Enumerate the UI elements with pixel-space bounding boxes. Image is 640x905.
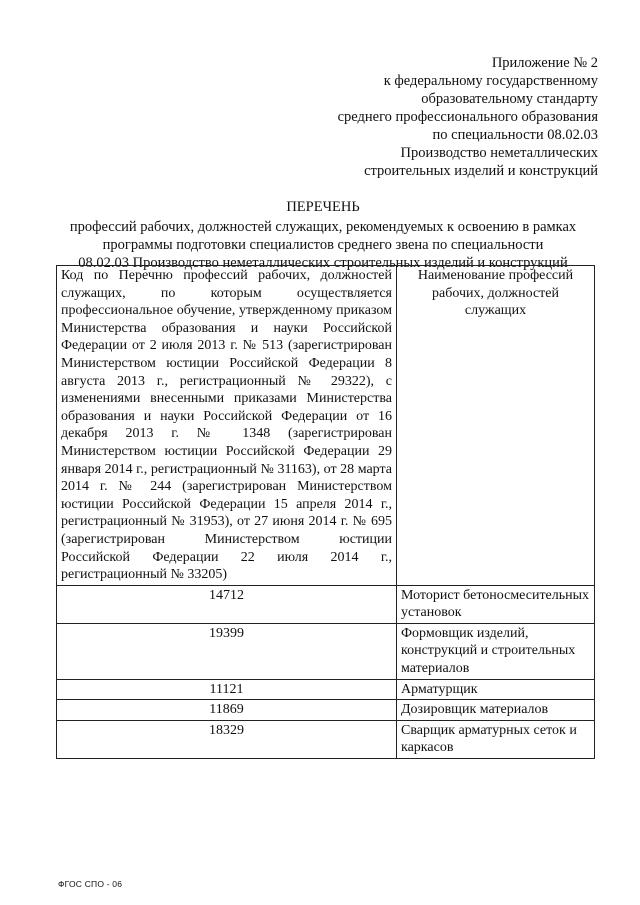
name-cell: Дозировщик материалов (397, 700, 595, 721)
title-line: профессий рабочих, должностей служащих, рекомендуемых к освоению в рамках (69, 219, 577, 235)
header-name-cell: Наименование профессий рабочих, должностей служащих (397, 266, 595, 586)
code-cell: 14712 (57, 585, 397, 623)
name-cell: Формовщик изделий, конструкций и строительных материалов (397, 623, 595, 679)
header-code-cell: Код по Перечню профессий рабочих, должностей служащих, по которым осуществляется профессиональное обучение, утвержденному приказом Министерства образования и науки Российской Федерации от 2 июля 2013 г. № 513 (зарегистрирован Министерством юстиции Российской Федерации 8 августа 2013 г., регистрационный № 29322), с изменениями внесенными приказами Министерства образования и науки Российской Федерации от 16 декабря 2013 г. № 1348 (зарегистрирован Министерством юстиции Российской Федерации 29 января 2014 г., регистрационный № 31163), от 28 марта 2014 г. № 244 (зарегистрирован Министерством юстиции Российской Федерации 15 апреля 2014 г., регистрационный № 31953), от 27 июня 2014 г. № 695 (зарегистрирован Министерством юстиции Российской Федерации 22 июля 2014 г., регистрационный № 33205) (57, 266, 397, 586)
table-row (57, 700, 595, 721)
name-cell: Моторист бетоносмесительных установок (397, 585, 595, 623)
code-cell: 11121 (57, 679, 397, 700)
title-line: программы подготовки специалистов среднего звена по специальности (102, 237, 544, 253)
appendix-line: образовательному стандарту (421, 91, 598, 107)
table-header-row (57, 266, 595, 586)
appendix-line: к федеральному государственному (383, 73, 598, 89)
table-row (57, 585, 595, 623)
code-cell: 18329 (57, 720, 397, 758)
code-cell: 11869 (57, 700, 397, 721)
appendix-line: строительных изделий и конструкций (364, 163, 598, 179)
document-title: ПЕРЕЧЕНЬ (286, 199, 360, 215)
appendix-line: Производство неметаллических (400, 145, 598, 161)
appendix-block (338, 54, 598, 180)
table-row (57, 623, 595, 679)
appendix-line: среднего профессионального образования (337, 109, 598, 125)
professions-table (56, 265, 595, 759)
footer-label: ФГОС СПО - 06 (58, 879, 123, 889)
table-row (57, 720, 595, 758)
appendix-line: Приложение № 2 (491, 55, 598, 71)
code-cell: 19399 (57, 623, 397, 679)
document-title-block (40, 198, 606, 272)
appendix-line: по специальности 08.02.03 (432, 127, 598, 143)
title-line: 08.02.03 Производство неметаллических строительных изделий и конструкций (78, 255, 568, 271)
name-cell: Арматурщик (397, 679, 595, 700)
name-cell: Сварщик арматурных сеток и каркасов (397, 720, 595, 758)
table-row (57, 679, 595, 700)
